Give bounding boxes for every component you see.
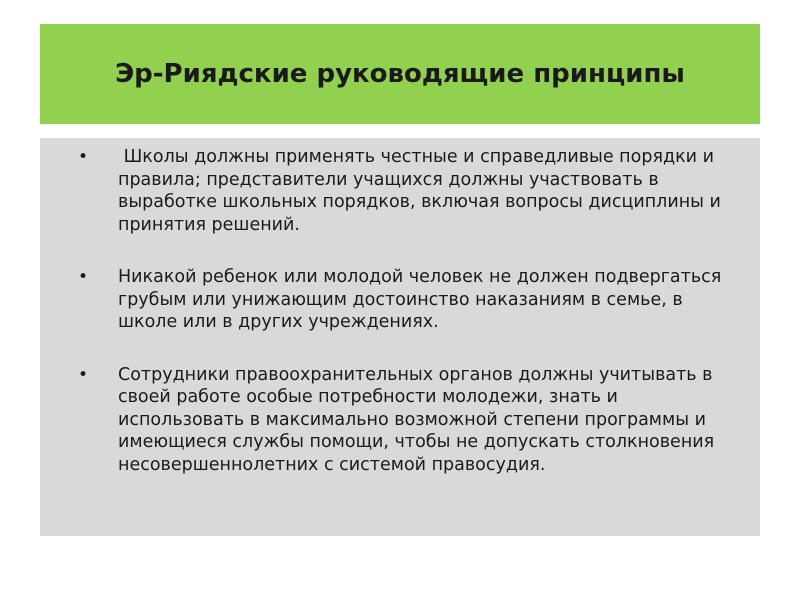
title-banner: [40, 24, 760, 124]
bullet-icon: •: [78, 267, 89, 287]
slide-title: Эр-Риядские руководящие принципы: [115, 59, 685, 89]
bullet-text: Сотрудники правоохранительных органов должны учитывать в своей работе особые потребности молодежи, знать и использовать в максимально возможной степени программы и имеющиеся службы помощи, чтобы не допускать столкновения несовершеннолетних с системой правосудия.: [118, 364, 715, 475]
bullet-list: [78, 146, 730, 476]
bullet-text: Никакой ребенок или молодой человек не должен подвергаться грубым или унижающим достоинство наказаниям в семье, в школе или в других учреждениях.: [118, 267, 722, 332]
bullet-item: [78, 364, 730, 477]
bullet-icon: •: [78, 147, 89, 167]
content-box: [40, 138, 760, 536]
bullet-item: [78, 266, 730, 334]
bullet-item: [78, 146, 730, 236]
bullet-text: Школы должны применять честные и справедливые порядки и правила; представители учащихся должны участвовать в выработке школьных порядков, включая вопросы дисциплины и принятия решений.: [118, 147, 727, 235]
bullet-icon: •: [78, 364, 89, 385]
